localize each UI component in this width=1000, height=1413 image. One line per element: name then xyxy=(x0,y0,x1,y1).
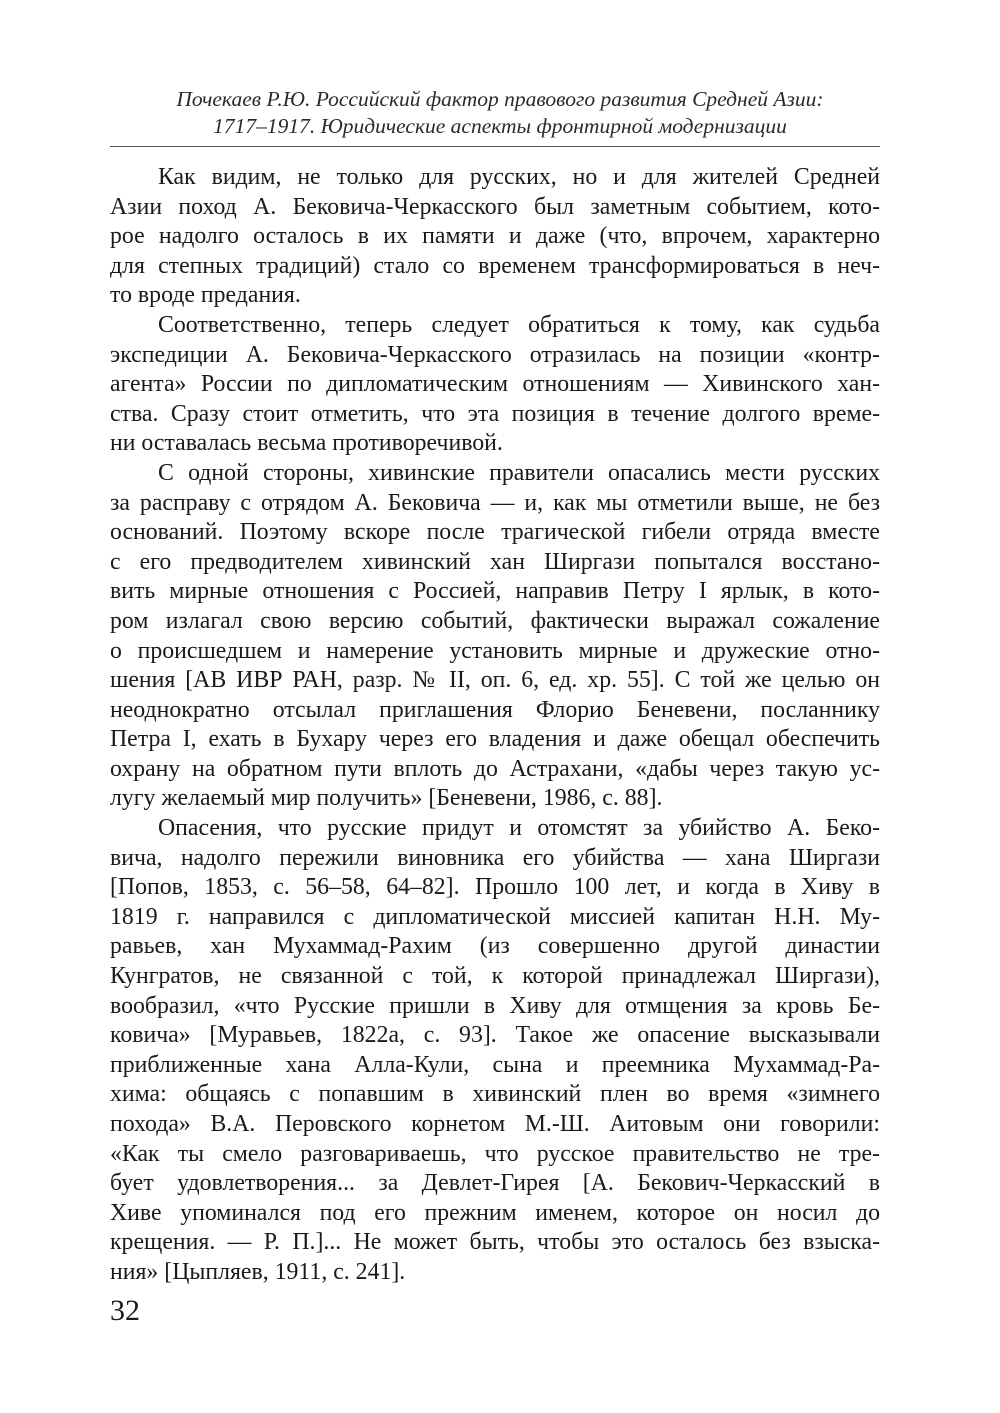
text-line: Хиве упоминался под его прежним именем, которое он носил до xyxy=(110,1199,880,1226)
text-line: ковича» [Муравьев, 1822а, с. 93]. Такое же опасение высказывали xyxy=(110,1022,880,1049)
text-line: Как видим, не только для русских, но и для жителей Средней xyxy=(158,164,880,190)
text-line: за расправу с отрядом А. Бековича — и, как мы отметили выше, не без xyxy=(110,489,880,516)
text-line: Соответственно, теперь следует обратиться к тому, как судьба xyxy=(158,311,880,338)
body-text xyxy=(110,163,880,1288)
text-line: Опасения, что русские придут и отомстят за убийство А. Беко- xyxy=(158,815,880,842)
text-line: агента» России по дипломатическим отношениям — Хивинского хан- xyxy=(110,371,880,398)
text-line: вить мирные отношения с Россией, направив Петру I ярлык, в кото- xyxy=(110,578,880,605)
text-line: С одной стороны, хивинские правители опасались мести русских xyxy=(158,459,880,486)
text-line: неоднократно отсылал приглашения Флорио Беневени, посланнику xyxy=(110,696,880,723)
text-line: приближенные хана Алла-Кули, сына и преемника Мухаммад-Ра- xyxy=(110,1051,880,1078)
text-line: о происшедшем и намерение установить мирные и дружеские отно- xyxy=(110,637,880,664)
text-line: вича, надолго пережили виновника его убийства — хана Ширгази xyxy=(110,844,880,871)
text-line: ния» [Цыпляев, 1911, с. 241]. xyxy=(110,1258,406,1285)
text-line: равьев, хан Мухаммад-Рахим (из совершенно другой династии xyxy=(110,933,880,960)
text-line: охрану на обратном пути вплоть до Астрахани, «дабы через такую ус- xyxy=(110,755,880,782)
paragraph-4 xyxy=(110,814,880,1288)
text-line: с его предводителем хивинский хан Ширгази попытался восстано- xyxy=(110,548,880,575)
text-line: похода» В.А. Перовского корнетом М.-Ш. Аитовым они говорили: xyxy=(110,1111,880,1137)
text-line: ства. Сразу стоит отметить, что эта позиция в течение долгого време- xyxy=(110,400,880,427)
text-line: Петра I, ехать в Бухару через его владения и даже обещал обеспечить xyxy=(110,726,880,753)
text-line: 1819 г. направился с дипломатической миссией капитан Н.Н. Му- xyxy=(110,903,880,930)
text-line: крещения. — Р. П.]... Не может быть, чтобы это осталось без взыска- xyxy=(110,1229,880,1256)
text-line: оснований. Поэтому вскоре после трагической гибели отряда вместе xyxy=(110,519,880,546)
text-line: вообразил, «что Русские пришли в Хиву для отмщения за кровь Бе- xyxy=(110,992,880,1019)
running-header-line-2: 1717–1917. Юридические аспекты фронтирной модернизации xyxy=(213,114,787,138)
text-line: то вроде предания. xyxy=(110,282,301,309)
page-number: 32 xyxy=(110,1294,140,1327)
text-line: лугу желаемый мир получить» [Беневени, 1986, с. 88]. xyxy=(110,785,663,812)
text-line: «Как ты смело разговариваешь, что русское правительство не тре- xyxy=(110,1140,880,1167)
text-line: бует удовлетворения... за Девлет-Гирея [А. Бекович-Черкасский в xyxy=(110,1170,880,1197)
running-header xyxy=(110,86,890,140)
text-line: Азии поход А. Бековича-Черкасского был заметным событием, кото- xyxy=(110,193,880,220)
text-line: ром излагал свою версию событий, фактически выражал сожаление xyxy=(110,607,880,634)
paragraph-3 xyxy=(110,459,880,814)
text-line: экспедиции А. Бековича-Черкасского отразилась на позиции «контр- xyxy=(110,341,880,368)
header-divider xyxy=(110,146,880,147)
text-line: ни оставалась весьма противоречивой. xyxy=(110,430,503,457)
paragraph-1 xyxy=(110,163,880,311)
text-line: рое надолго осталось в их памяти и даже (что, впрочем, характерно xyxy=(110,223,880,250)
text-line: шения [АВ ИВР РАН, разр. № II, оп. 6, ед. хр. 55]. С той же целью он xyxy=(110,667,880,694)
paragraph-2 xyxy=(110,311,880,459)
running-header-line-1: Почекаев Р.Ю. Российский фактор правового развития Средней Азии: xyxy=(176,87,824,111)
text-line: хима: общаясь с попавшим в хивинский плен во время «зимнего xyxy=(110,1081,880,1108)
text-line: Кунгратов, не связанной с той, к которой принадлежал Ширгази), xyxy=(110,963,880,990)
text-line: [Попов, 1853, с. 56–58, 64–82]. Прошло 100 лет, и когда в Хиву в xyxy=(110,874,880,901)
text-line: для степных традиций) стало со временем трансформироваться в неч- xyxy=(110,252,880,279)
